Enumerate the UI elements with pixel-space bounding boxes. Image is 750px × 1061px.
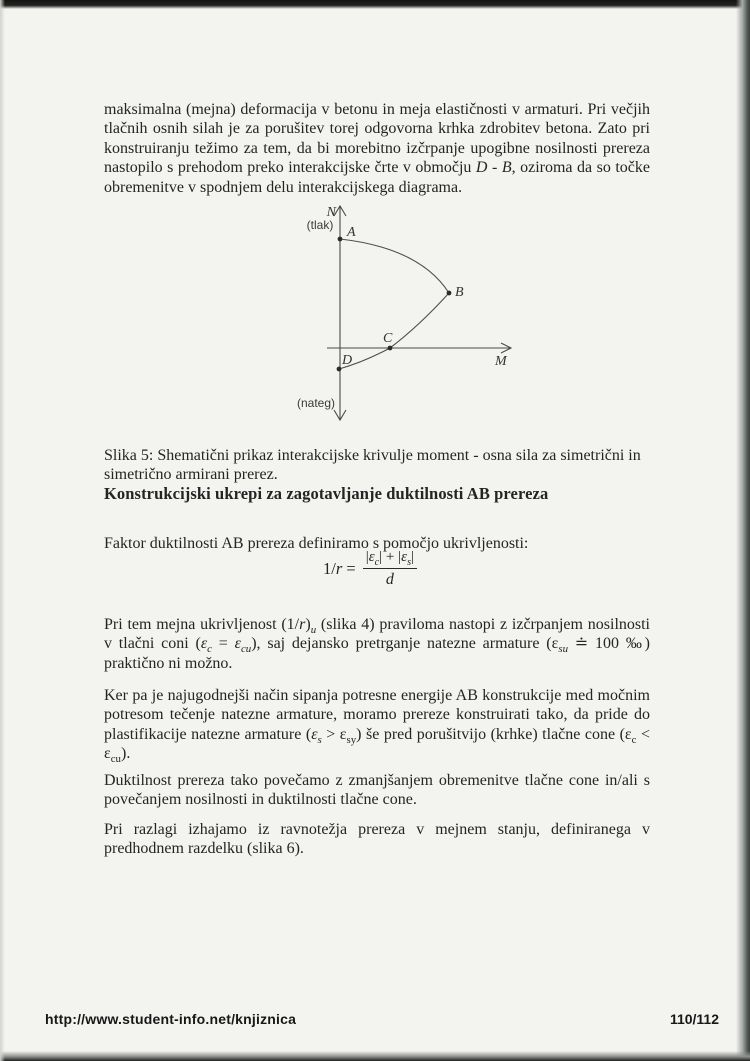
paragraph-kerpa: Ker pa je najugodnejši način sipanja potresne energije AB konstrukcije med močnim potresom tečenje natezne armature, moramo prereze konstruirati tako, da pride do plastifikacije natezne armature $(\varepsilon_s > \varepsilon_{sy})$ še pred porušitvijo (krhke) tlačne cone $(\varepsilon_c < \varepsilon_{cu})$.: [104, 687, 650, 766]
paragraph-duktilnost: Duktilnost prereza tako povečamo z zmanjšanjem obremenitve tlačne cone in/ali s povečanjem nosilnosti in duktilnosti tlačne cone.: [104, 772, 650, 809]
figure-interaction-diagram: [280, 196, 540, 428]
scan-edge-left: [0, 0, 5, 1061]
point-c-dot: [388, 346, 393, 351]
formula-denominator: d: [385, 571, 394, 588]
scan-edge-top: [0, 0, 750, 9]
point-d-label: D: [342, 353, 353, 368]
section-heading: Konstrukcijski ukrepi za zagotavljanje duktilnosti AB prereza: [104, 484, 549, 503]
n-axis-note: (tlak): [306, 218, 334, 232]
paragraph-prirazlagi: Pri razlagi izhajamo iz ravnotežja prereza v mejnem stanju, definiranega v predhodnem razdelku (slika 6).: [104, 821, 650, 858]
n-axis-bottom-note: (nateg): [297, 396, 336, 410]
point-b-dot: [447, 291, 452, 296]
point-d-dot: [337, 367, 342, 372]
m-axis: [327, 343, 511, 353]
formula-lhs: 1/r =: [323, 559, 356, 578]
paragraph-faktor: Faktor duktilnosti AB prereza definiramo s pomočjo ukrivljenosti:: [104, 535, 529, 552]
point-b-label: B: [455, 285, 464, 300]
paragraph-pritem: Pri tem mejna ukrivljenost $(1/r)_u$ (slika 4) praviloma nastopi z izčrpanjem nosilnosti v tlačni coni $(\varepsilon_c = \varepsilon_{cu})$, saj dejansko pretrganje natezne armature ($\varepsilon_{su}$ ≐ 100 ‰) praktično ni možno.: [104, 616, 651, 672]
n-axis-label: N: [326, 205, 336, 220]
point-c-label: C: [383, 331, 393, 346]
point-a-dot: [338, 237, 343, 242]
point-a-label: A: [347, 225, 356, 240]
paragraph-intro: maksimalna (mejna) deformacija v betonu in meja elastičnosti v armaturi. Pri večjih tlačnih osnih silah je za porušitev torej odgovorna krhka zdrobitev betona. Zato pri konstruiranju težimo za tem, da bi morebitno izčrpanje upogibne nosilnosti prereza nastopilo s prehodom preko interakcijske črte v območju D - B, oziroma da so točke obremenitve v spodnjem delu interakcijskega diagrama.: [104, 101, 651, 196]
formula-fraction: [363, 549, 417, 589]
m-axis-label: M: [495, 354, 507, 369]
footer-source-url: http://www.student-info.net/knjiznica: [45, 1011, 297, 1027]
figure-caption: Slika 5: Shematični prikaz interakcijske krivulje moment - osna sila za simetrični in simetrično armirani prerez.: [104, 447, 641, 484]
formula-numerator: $|\varepsilon_c| + |\varepsilon_s|$: [363, 549, 417, 569]
interaction-curve: [339, 239, 449, 369]
scan-edge-right: [736, 0, 750, 1061]
scan-edge-bottom: [0, 1051, 750, 1061]
curvature-formula: [323, 549, 417, 589]
footer-page-number: 110/112: [669, 1011, 719, 1027]
